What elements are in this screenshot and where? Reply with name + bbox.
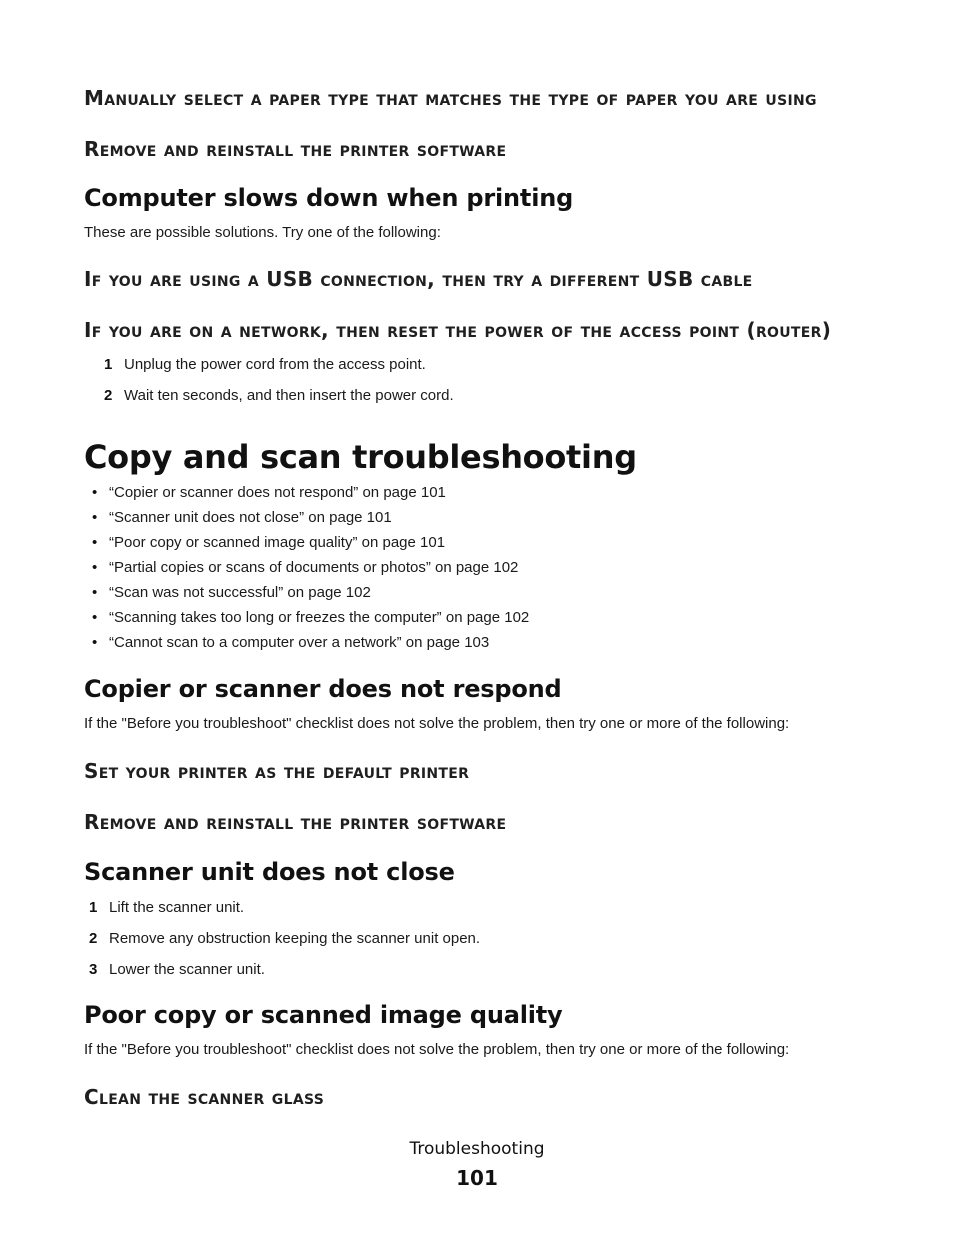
footer-section-title: Troubleshooting	[409, 1139, 545, 1159]
heading-network-reset: If you are on a network, then reset the power of the access point (router)	[84, 318, 832, 342]
page-number: 101	[456, 1166, 498, 1190]
checklist-text: If the "Before you troubleshoot" checklist does not solve the problem, then try one or more of the following:	[84, 715, 790, 732]
step-number: 2	[89, 930, 98, 947]
toc-link[interactable]: “Poor copy or scanned image quality” on page 101	[109, 534, 446, 551]
checklist-text: If the "Before you troubleshoot" checklist does not solve the problem, then try one or more of the following:	[84, 1041, 790, 1058]
heading-copier-not-respond: Copier or scanner does not respond	[84, 675, 562, 703]
possible-solutions-text: These are possible solutions. Try one of the following:	[84, 224, 441, 241]
toc-link[interactable]: “Partial copies or scans of documents or photos” on page 102	[109, 559, 519, 576]
heading-scanner-unit-not-close: Scanner unit does not close	[84, 858, 455, 886]
bullet-icon: •	[92, 534, 98, 551]
bullet-icon: •	[92, 609, 98, 626]
step-number: 2	[104, 387, 113, 404]
step-text: Unplug the power cord from the access point.	[124, 356, 426, 373]
bullet-icon: •	[92, 584, 98, 601]
step-text: Remove any obstruction keeping the scanner unit open.	[109, 930, 481, 947]
bullet-icon: •	[92, 634, 98, 651]
heading-poor-image-quality: Poor copy or scanned image quality	[84, 1001, 563, 1029]
heading-clean-scanner-glass: Clean the scanner glass	[84, 1085, 325, 1109]
step-text: Wait ten seconds, and then insert the power cord.	[124, 387, 454, 404]
heading-manual-select-paper-type: Manually select a paper type that matches the type of paper you are using	[84, 86, 817, 110]
step-number: 1	[89, 899, 98, 916]
toc-link[interactable]: “Scan was not successful” on page 102	[109, 584, 371, 601]
toc-link[interactable]: “Cannot scan to a computer over a network” on page 103	[109, 634, 490, 651]
heading-usb-cable: If you are using a USB connection, then try a different USB cable	[84, 267, 753, 291]
bullet-icon: •	[92, 509, 98, 526]
heading-computer-slows-down: Computer slows down when printing	[84, 184, 574, 212]
bullet-icon: •	[92, 484, 98, 501]
toc-link[interactable]: “Scanning takes too long or freezes the computer” on page 102	[109, 609, 530, 626]
heading-remove-reinstall-software: Remove and reinstall the printer software	[84, 810, 507, 834]
heading-copy-and-scan-troubleshooting: Copy and scan troubleshooting	[84, 438, 637, 476]
toc-link[interactable]: “Scanner unit does not close” on page 101	[109, 509, 392, 526]
step-text: Lift the scanner unit.	[109, 899, 245, 916]
toc-link[interactable]: “Copier or scanner does not respond” on page 101	[109, 484, 446, 501]
step-text: Lower the scanner unit.	[109, 961, 265, 978]
step-number: 3	[89, 961, 98, 978]
step-number: 1	[104, 356, 113, 373]
heading-remove-reinstall-software: Remove and reinstall the printer software	[84, 137, 507, 161]
heading-set-default-printer: Set your printer as the default printer	[84, 759, 470, 783]
bullet-icon: •	[92, 559, 98, 576]
